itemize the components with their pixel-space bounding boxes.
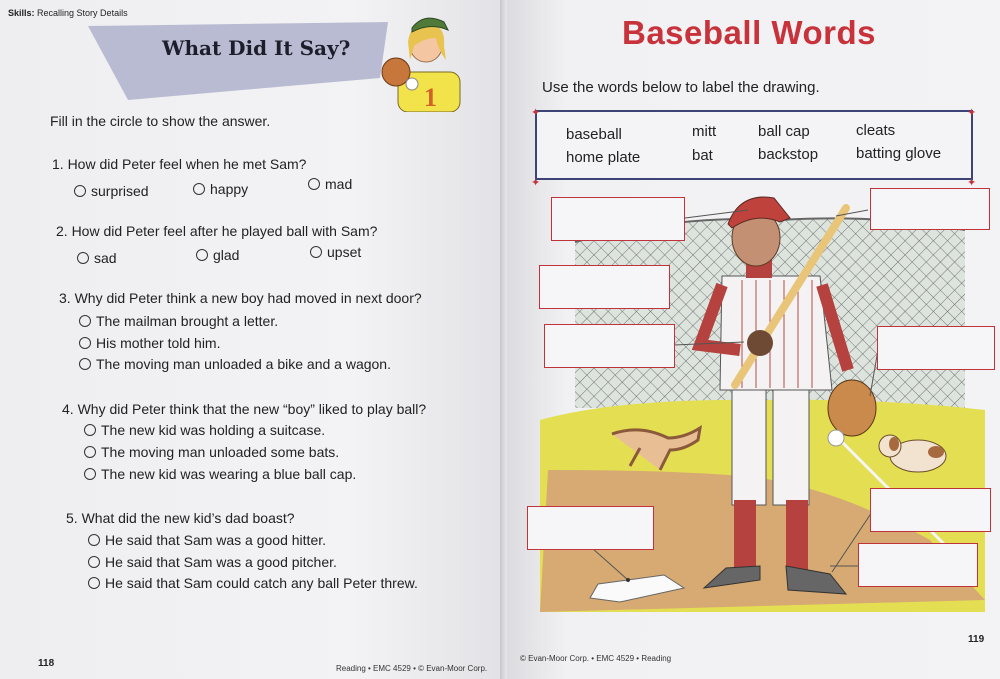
answer-circle-icon[interactable]: [193, 183, 205, 195]
word-batting-glove: batting glove: [856, 145, 942, 162]
question-5-stem: 5. What did the new kid’s dad boast?: [66, 510, 295, 526]
girl-with-mitt-illustration: [374, 8, 466, 112]
q1-option-2[interactable]: happy: [193, 181, 248, 197]
q4-option-1[interactable]: The new kid was holding a suitcase.: [84, 422, 325, 438]
answer-circle-icon[interactable]: [88, 534, 100, 546]
q3-option-3[interactable]: The moving man unloaded a bike and a wagon.: [79, 356, 391, 372]
word-home-plate: home plate: [566, 149, 641, 166]
q1-option-3[interactable]: mad: [308, 176, 352, 192]
answer-circle-icon[interactable]: [196, 249, 208, 261]
svg-text:1: 1: [424, 83, 437, 112]
skills-label: Skills:: [8, 8, 35, 18]
label-box-backstop-area[interactable]: [539, 265, 670, 309]
left-page-footer: Reading • EMC 4529 • © Evan-Moor Corp.: [336, 664, 488, 673]
q5-option-3[interactable]: He said that Sam could catch any ball Peter threw.: [88, 575, 418, 591]
question-2-stem: 2. How did Peter feel after he played ball with Sam?: [56, 223, 378, 239]
svg-text:✦: ✦: [531, 177, 541, 188]
svg-text:✦: ✦: [967, 107, 977, 119]
q3-option-1[interactable]: The mailman brought a letter.: [79, 313, 278, 329]
answer-circle-icon[interactable]: [84, 446, 96, 458]
right-page-number: 119: [968, 634, 985, 645]
answer-circle-icon[interactable]: [310, 246, 322, 258]
word-backstop: backstop: [758, 146, 819, 163]
baseball-words-title: Baseball Words: [622, 14, 876, 51]
word-ball-cap: ball cap: [758, 123, 810, 140]
label-box-home-plate-area[interactable]: [527, 506, 654, 550]
question-1-stem: 1. How did Peter feel when he met Sam?: [52, 156, 307, 172]
answer-circle-icon[interactable]: [308, 178, 320, 190]
title-banner: [88, 22, 388, 100]
instruction-text: Fill in the circle to show the answer.: [50, 113, 271, 129]
label-box-bat-area[interactable]: [870, 188, 990, 230]
answer-circle-icon[interactable]: [84, 468, 96, 480]
answer-circle-icon[interactable]: [88, 556, 100, 568]
answer-circle-icon[interactable]: [79, 337, 91, 349]
skills-line: [8, 8, 128, 18]
answer-circle-icon[interactable]: [79, 315, 91, 327]
worksheet-title: What Did It Say?: [162, 36, 351, 60]
label-box-cleats-area[interactable]: [858, 543, 978, 587]
question-3-stem: 3. Why did Peter think a new boy had moved in next door?: [59, 290, 422, 306]
label-instruction: Use the words below to label the drawing.: [542, 79, 820, 96]
word-bat: bat: [692, 147, 713, 164]
label-box-mitt-area[interactable]: [877, 326, 995, 370]
q5-option-1[interactable]: He said that Sam was a good hitter.: [88, 532, 326, 548]
q5-option-2[interactable]: He said that Sam was a good pitcher.: [88, 554, 337, 570]
q2-option-1[interactable]: sad: [77, 250, 117, 266]
word-box-corner-stars: [529, 104, 981, 188]
answer-circle-icon[interactable]: [84, 424, 96, 436]
q3-option-2[interactable]: His mother told him.: [79, 335, 220, 351]
svg-text:✦: ✦: [531, 107, 541, 119]
word-cleats: cleats: [856, 122, 896, 139]
label-box-ball-cap-area[interactable]: [551, 197, 685, 241]
q4-option-3[interactable]: The new kid was wearing a blue ball cap.: [84, 466, 356, 482]
word-baseball: baseball: [566, 126, 622, 143]
left-page-number: 118: [38, 658, 55, 669]
q4-option-2[interactable]: The moving man unloaded some bats.: [84, 444, 339, 460]
answer-circle-icon[interactable]: [88, 577, 100, 589]
skills-text: Recalling Story Details: [37, 8, 128, 18]
word-mitt: mitt: [692, 123, 717, 140]
q2-option-2[interactable]: glad: [196, 247, 239, 263]
label-box-batting-glove-area[interactable]: [544, 324, 675, 368]
svg-text:✦: ✦: [967, 177, 977, 188]
q2-option-3[interactable]: upset: [310, 244, 361, 260]
question-4-stem: 4. Why did Peter think that the new “boy” liked to play ball?: [62, 401, 427, 417]
answer-circle-icon[interactable]: [74, 185, 86, 197]
answer-circle-icon[interactable]: [77, 252, 89, 264]
q1-option-1[interactable]: surprised: [74, 183, 149, 199]
right-page-footer: © Evan-Moor Corp. • EMC 4529 • Reading: [520, 654, 672, 663]
label-box-baseball-area[interactable]: [870, 488, 991, 532]
answer-circle-icon[interactable]: [79, 358, 91, 370]
